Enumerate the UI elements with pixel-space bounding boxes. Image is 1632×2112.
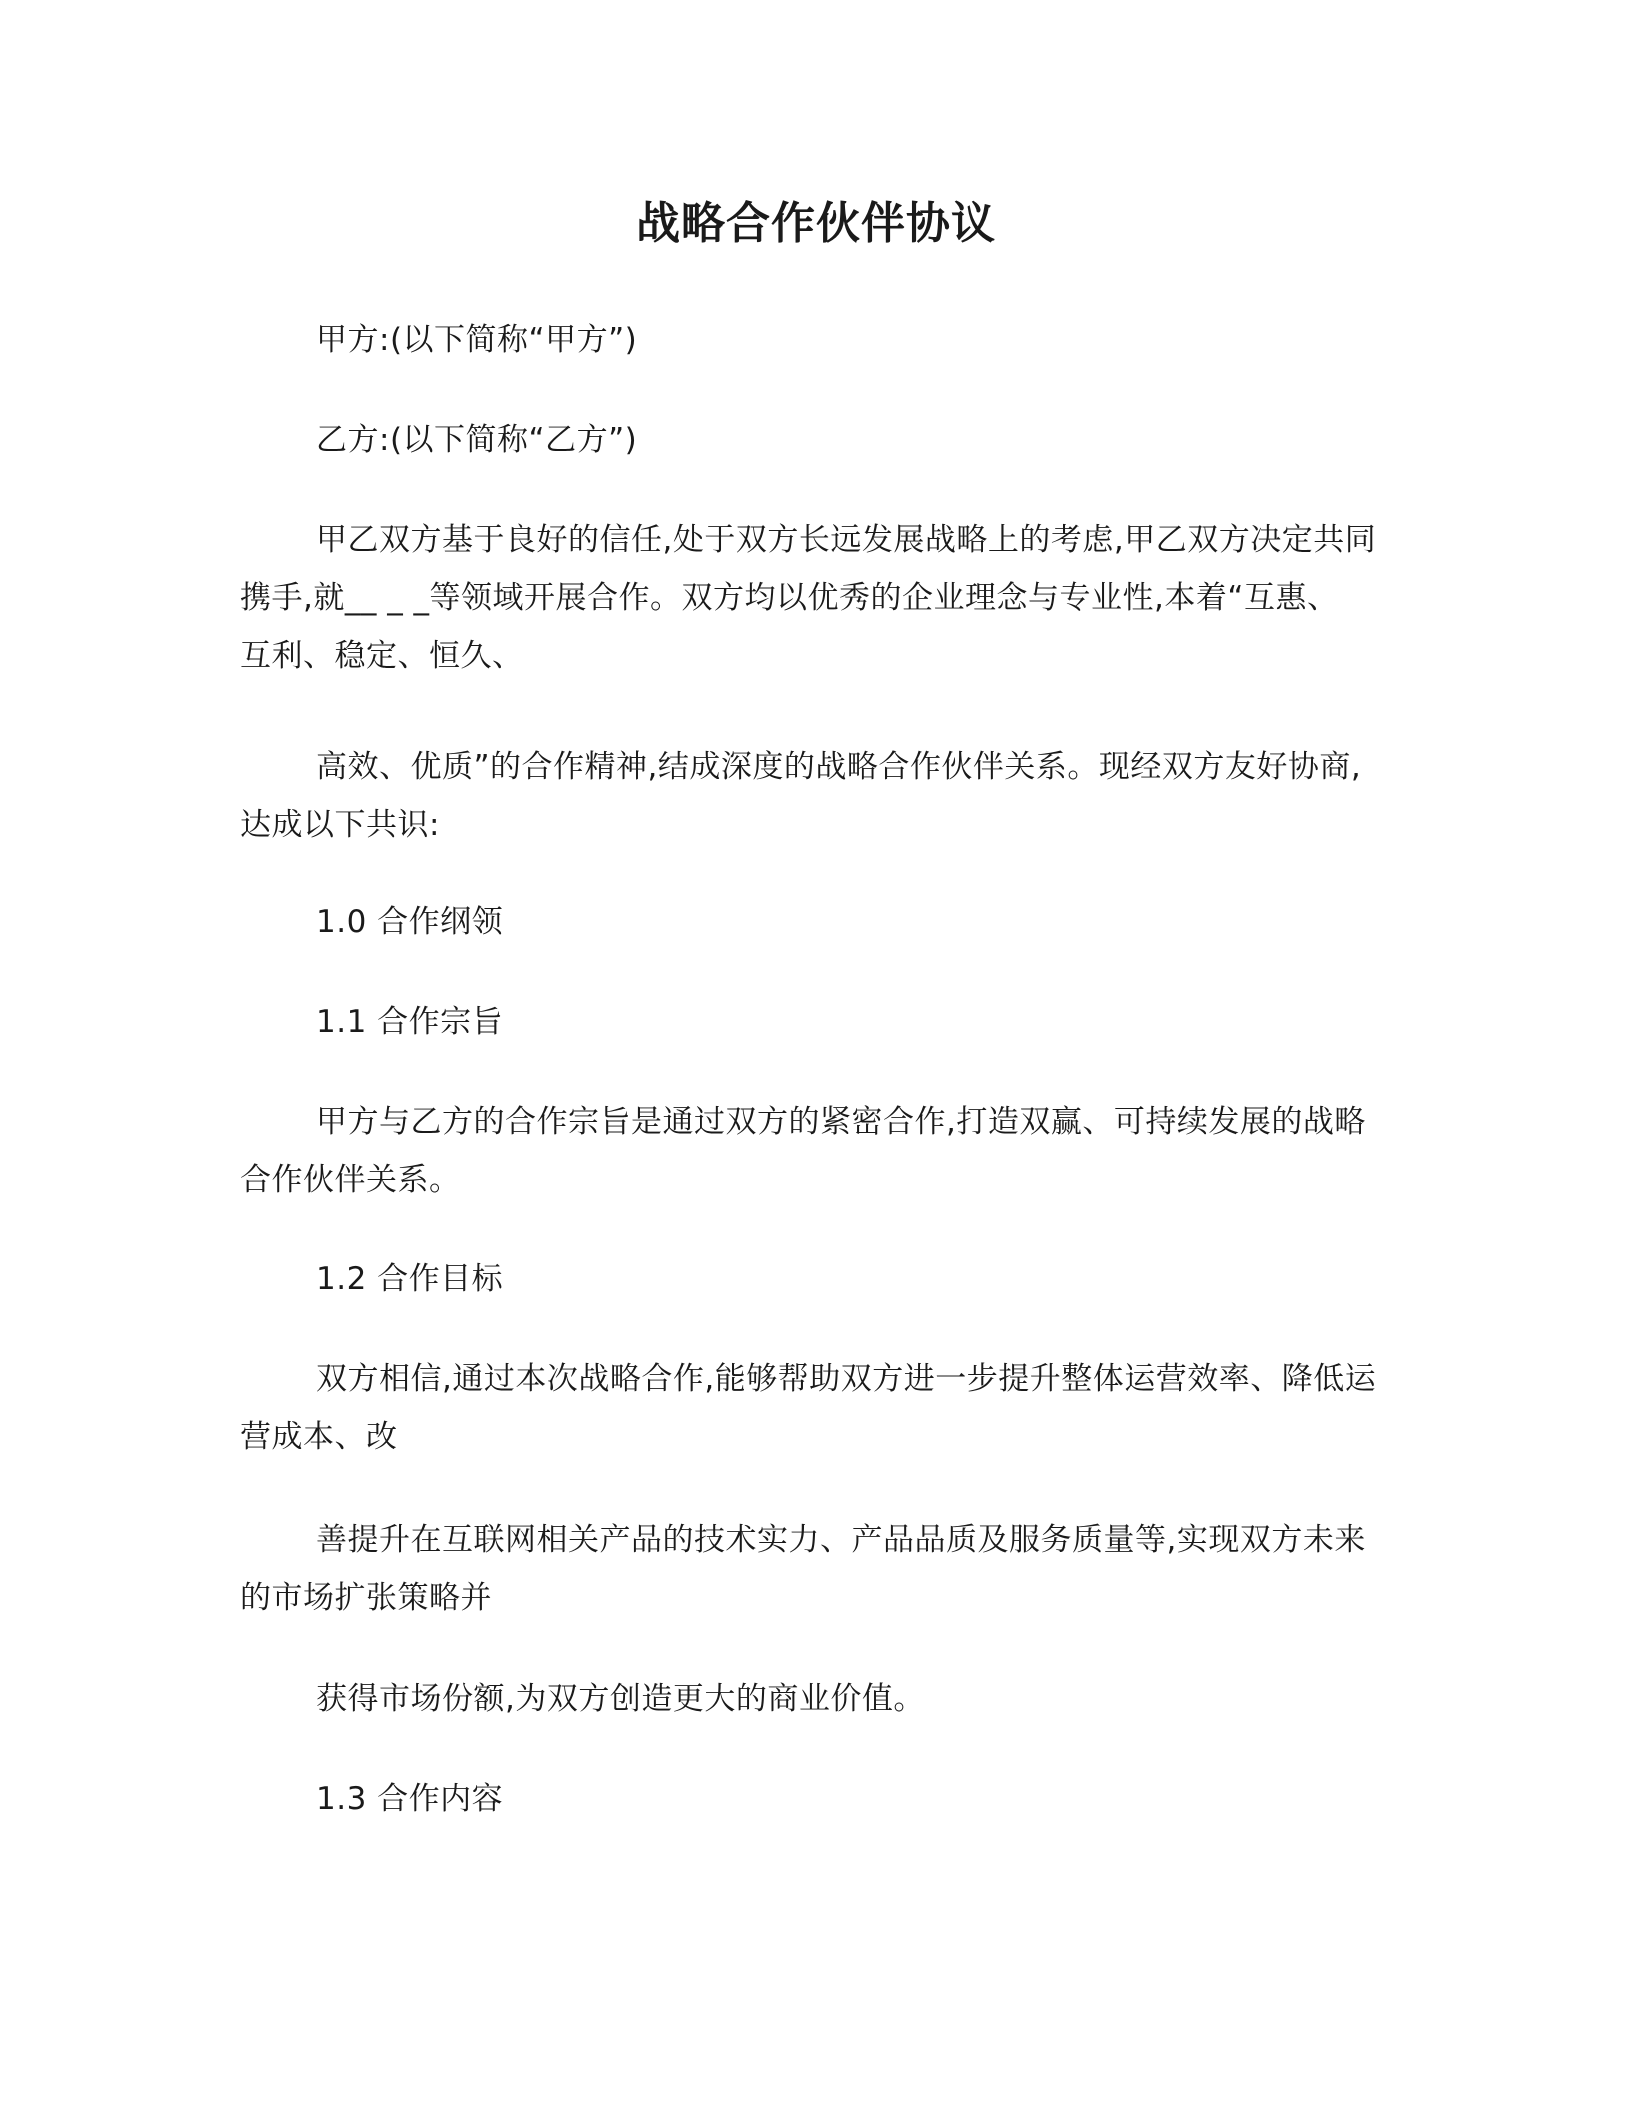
section-1-0-heading: 1.0 合作纲领 xyxy=(316,904,504,940)
goal-line-1: 双方相信,通过本次战略合作,能够帮助双方进一步提升整体运营效率、降低运 xyxy=(316,1361,1377,1397)
intro-line-1: 甲乙双方基于良好的信任,处于双方长远发展战略上的考虑,甲乙双方决定共同 xyxy=(316,522,1377,558)
intro-continued-paragraph xyxy=(240,738,1392,854)
intro-cont-line-2: 达成以下共识: xyxy=(240,807,440,843)
purpose-line-1: 甲方与乙方的合作宗旨是通过双方的紧密合作,打造双赢、可持续发展的战略 xyxy=(316,1104,1366,1140)
goal-cont-line-2: 的市场扩张策略并 xyxy=(240,1580,492,1616)
goal-continued-paragraph xyxy=(240,1511,1392,1627)
goal-cont-line-1: 善提升在互联网相关产品的技术实力、产品品质及服务质量等,实现双方未来 xyxy=(316,1522,1366,1558)
purpose-paragraph xyxy=(240,1093,1392,1209)
party-a-line: 甲方:(以下简称“甲方”) xyxy=(316,322,638,358)
intro-cont-line-1: 高效、优质”的合作精神,结成深度的战略合作伙伴关系。现经双方友好协商, xyxy=(316,749,1362,785)
intro-paragraph xyxy=(240,511,1392,685)
document-title: 战略合作伙伴协议 xyxy=(636,198,996,249)
goal-line-2: 营成本、改 xyxy=(240,1419,398,1455)
section-1-3-heading: 1.3 合作内容 xyxy=(316,1781,504,1817)
section-1-2-heading: 1.2 合作目标 xyxy=(316,1261,504,1297)
goal-paragraph xyxy=(240,1350,1392,1466)
intro-line-2: 携手,就__ _ _等领域开展合作。双方均以优秀的企业理念与专业性,本着“互惠、 xyxy=(240,580,1339,616)
section-1-1-heading: 1.1 合作宗旨 xyxy=(316,1004,504,1040)
party-b-line: 乙方:(以下简称“乙方”) xyxy=(316,422,638,458)
goal-end-line: 获得市场份额,为双方创造更大的商业价值。 xyxy=(316,1681,925,1717)
purpose-line-2: 合作伙伴关系。 xyxy=(240,1162,461,1198)
intro-line-3: 互利、稳定、恒久、 xyxy=(240,638,524,674)
